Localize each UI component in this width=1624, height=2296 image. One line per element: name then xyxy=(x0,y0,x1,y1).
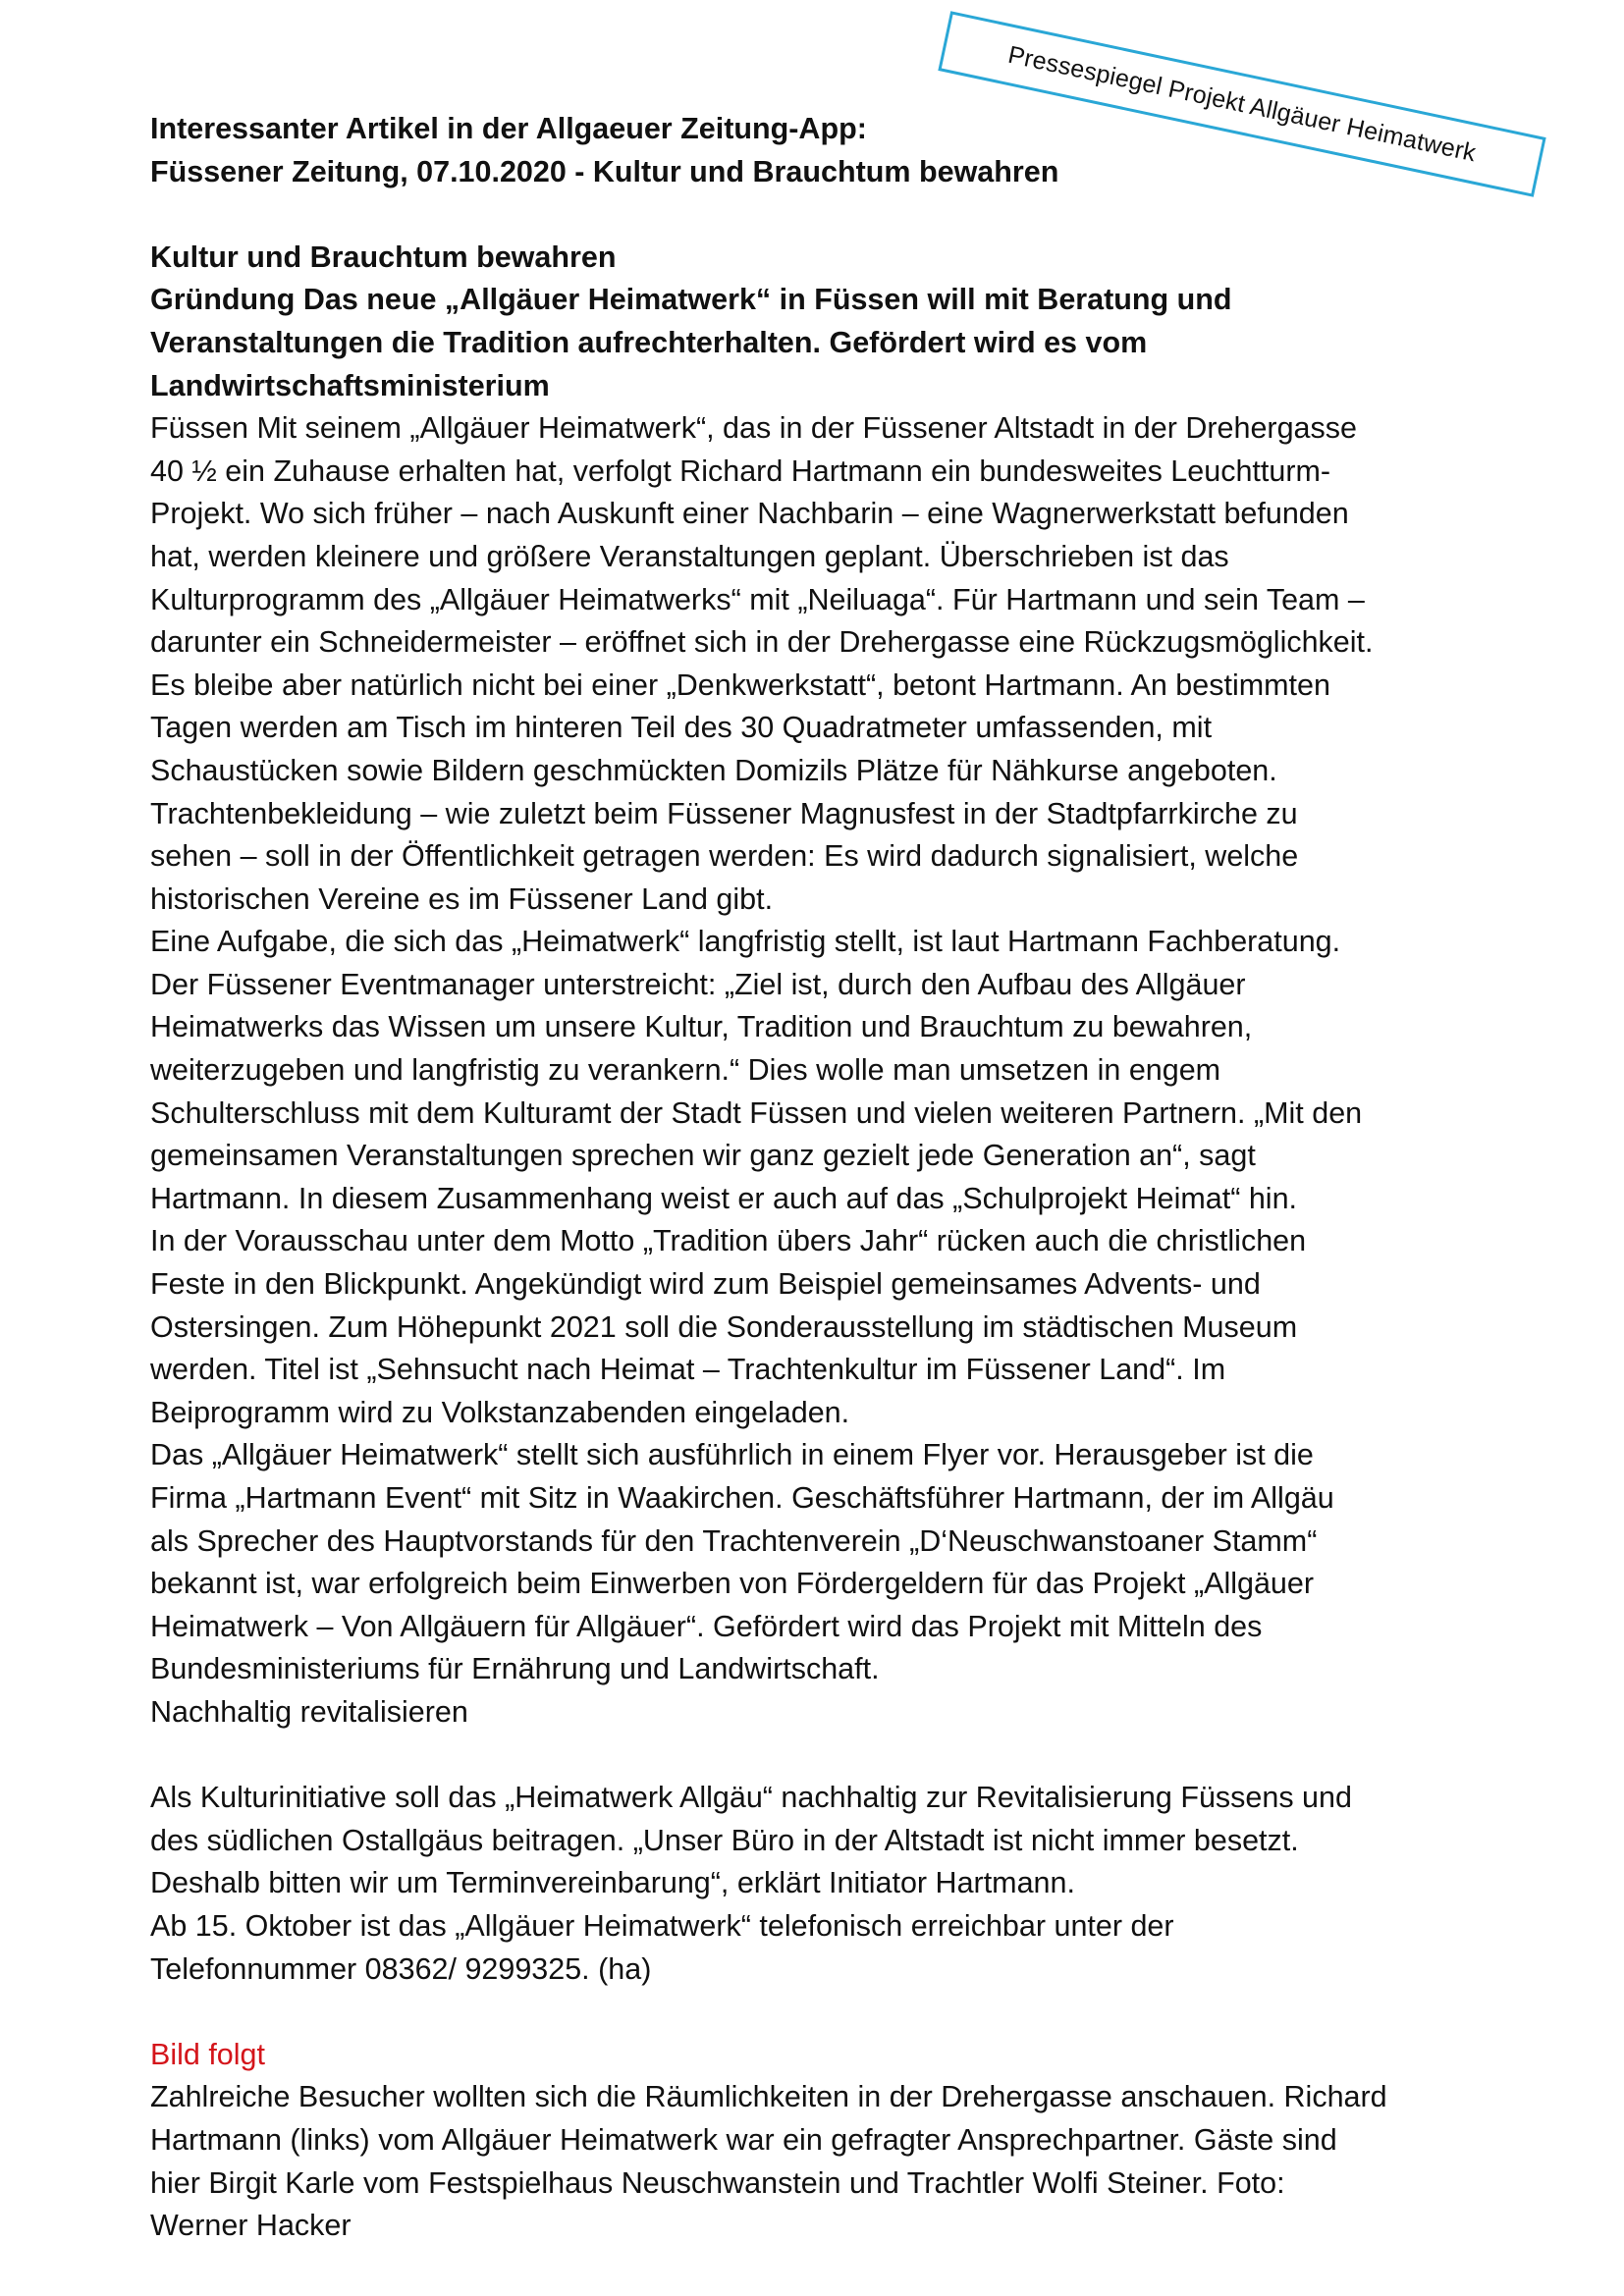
article-header xyxy=(150,108,1525,193)
body-line: darunter ein Schneidermeister – eröffnet sich in der Drehergasse eine Rückzugsmöglichkeit. xyxy=(150,625,1374,660)
body-line: Heimatwerk – Von Allgäuern für Allgäuer“. Gefördert wird das Projekt mit Mitteln des xyxy=(150,1609,1263,1643)
body-line: Als Kulturinitiative soll das „Heimatwerk Allgäu“ nachhaltig zur Revitalisierung Füssens und xyxy=(150,1781,1352,1815)
body-line: Tagen werden am Tisch im hinteren Teil des 30 Quadratmeter umfassenden, mit xyxy=(150,711,1213,745)
document-page xyxy=(150,108,1525,2248)
body-line: 40 ½ ein Zuhause erhalten hat, verfolgt Richard Hartmann ein bundesweites Leuchtturm- xyxy=(150,454,1331,488)
body-line: Firma „Hartmann Event“ mit Sitz in Waakirchen. Geschäftsführer Hartmann, der im Allgäu xyxy=(150,1481,1334,1515)
body-line: Nachhaltig revitalisieren xyxy=(150,1694,468,1729)
body-line: Projekt. Wo sich früher – nach Auskunft einer Nachbarin – eine Wagnerwerkstatt befunden xyxy=(150,497,1349,531)
body-line: gemeinsamen Veranstaltungen sprechen wir ganz gezielt jede Generation an“, sagt xyxy=(150,1139,1256,1173)
article-headline xyxy=(150,237,1525,407)
body-line: Deshalb bitten wir um Terminvereinbarung“, erklärt Initiator Hartmann. xyxy=(150,1866,1075,1900)
body-line: Füssen Mit seinem „Allgäuer Heimatwerk“, das in der Füssener Altstadt in der Drehergasse xyxy=(150,411,1357,446)
caption-line: Hartmann (links) vom Allgäuer Heimatwerk war ein gefragter Ansprechpartner. Gäste sind xyxy=(150,2122,1337,2157)
body-line: Es bleibe aber natürlich nicht bei einer „Denkwerkstatt“, betont Hartmann. An bestimmten xyxy=(150,667,1330,702)
body-line: Der Füssener Eventmanager unterstreicht: „Ziel ist, durch den Aufbau des Allgäuer xyxy=(150,967,1246,1001)
caption-line: Zahlreiche Besucher wollten sich die Räumlichkeiten in der Drehergasse anschauen. Richard xyxy=(150,2080,1387,2114)
body-line: werden. Titel ist „Sehnsucht nach Heimat – Trachtenkultur im Füssener Land“. Im xyxy=(150,1353,1226,1387)
body-line: Beiprogramm wird zu Volkstanzabenden eingeladen. xyxy=(150,1395,850,1429)
body-line: Bundesministeriums für Ernährung und Landwirtschaft. xyxy=(150,1652,880,1686)
body-line: Trachtenbekleidung – wie zuletzt beim Füssener Magnusfest in der Stadtpfarrkirche zu xyxy=(150,796,1298,830)
caption-line: hier Birgit Karle vom Festspielhaus Neuschwanstein und Trachtler Wolfi Steiner. Foto: xyxy=(150,2165,1285,2200)
body-line: Schulterschluss mit dem Kulturamt der Stadt Füssen und vielen weiteren Partnern. „Mit den xyxy=(150,1095,1363,1130)
body-line: Ab 15. Oktober ist das „Allgäuer Heimatwerk“ telefonisch erreichbar unter der xyxy=(150,1908,1174,1943)
photo-caption xyxy=(150,2076,1525,2247)
spacer xyxy=(150,1735,1525,1778)
body-line: In der Vorausschau unter dem Motto „Tradition übers Jahr“ rücken auch die christlichen xyxy=(150,1224,1307,1258)
article-body-continued xyxy=(150,1777,1525,1991)
body-line: Eine Aufgabe, die sich das „Heimatwerk“ langfristig stellt, ist laut Hartmann Fachberatung. xyxy=(150,925,1341,959)
body-line: hat, werden kleinere und größere Veranstaltungen geplant. Überschrieben ist das xyxy=(150,539,1229,573)
header-line: Interessanter Artikel in der Allgaeuer Zeitung-App: xyxy=(150,112,867,145)
headline-line: Gründung Das neue „Allgäuer Heimatwerk“ in Füssen will mit Beratung und xyxy=(150,283,1232,317)
headline-title: Kultur und Brauchtum bewahren xyxy=(150,240,617,274)
article-body xyxy=(150,407,1525,1734)
body-line: Kulturprogramm des „Allgäuer Heimatwerks“ mit „Neiluaga“. Für Hartmann und sein Team – xyxy=(150,582,1365,616)
body-line: Hartmann. In diesem Zusammenhang weist er auch auf das „Schulprojekt Heimat“ hin. xyxy=(150,1181,1298,1215)
body-line: Das „Allgäuer Heimatwerk“ stellt sich ausführlich in einem Flyer vor. Herausgeber ist die xyxy=(150,1438,1314,1472)
body-line: bekannt ist, war erfolgreich beim Einwerben von Fördergeldern für das Projekt „Allgäuer xyxy=(150,1567,1315,1601)
caption-line: Werner Hacker xyxy=(150,2209,352,2243)
body-line: historischen Vereine es im Füssener Land gibt. xyxy=(150,881,774,916)
spacer xyxy=(150,193,1525,237)
body-line: Telefonnummer 08362/ 9299325. (ha) xyxy=(150,1951,652,1986)
body-line: Feste in den Blickpunkt. Angekündigt wird zum Beispiel gemeinsames Advents- und xyxy=(150,1267,1261,1302)
body-line: Heimatwerks das Wissen um unsere Kultur, Tradition und Brauchtum zu bewahren, xyxy=(150,1010,1253,1044)
body-line: sehen – soll in der Öffentlichkeit getragen werden: Es wird dadurch signalisiert, welche xyxy=(150,839,1299,874)
body-line: als Sprecher des Hauptvorstands für den Trachtenverein „D‘Neuschwanstoaner Stamm“ xyxy=(150,1523,1318,1558)
headline-line: Landwirtschaftsministerium xyxy=(150,368,550,402)
body-line: Schaustücken sowie Bildern geschmückten Domizils Plätze für Nähkurse angeboten. xyxy=(150,753,1277,787)
spacer xyxy=(150,1991,1525,2034)
body-line: Ostersingen. Zum Höhepunkt 2021 soll die Sonderausstellung im städtischen Museum xyxy=(150,1309,1298,1344)
headline-line: Veranstaltungen die Tradition aufrechterhalten. Gefördert wird es vom xyxy=(150,325,1148,359)
body-line: des südlichen Ostallgäus beitragen. „Unser Büro in der Altstadt ist nicht immer besetzt. xyxy=(150,1823,1299,1857)
body-line: weiterzugeben und langfristig zu verankern.“ Dies wolle man umsetzen in engem xyxy=(150,1053,1221,1088)
header-line: Füssener Zeitung, 07.10.2020 - Kultur und Brauchtum bewahren xyxy=(150,154,1059,188)
photo-note: Bild folgt xyxy=(150,2037,265,2071)
stamp-text: Pressespiegel Projekt Allgäuer Heimatwerk xyxy=(1005,40,1479,167)
